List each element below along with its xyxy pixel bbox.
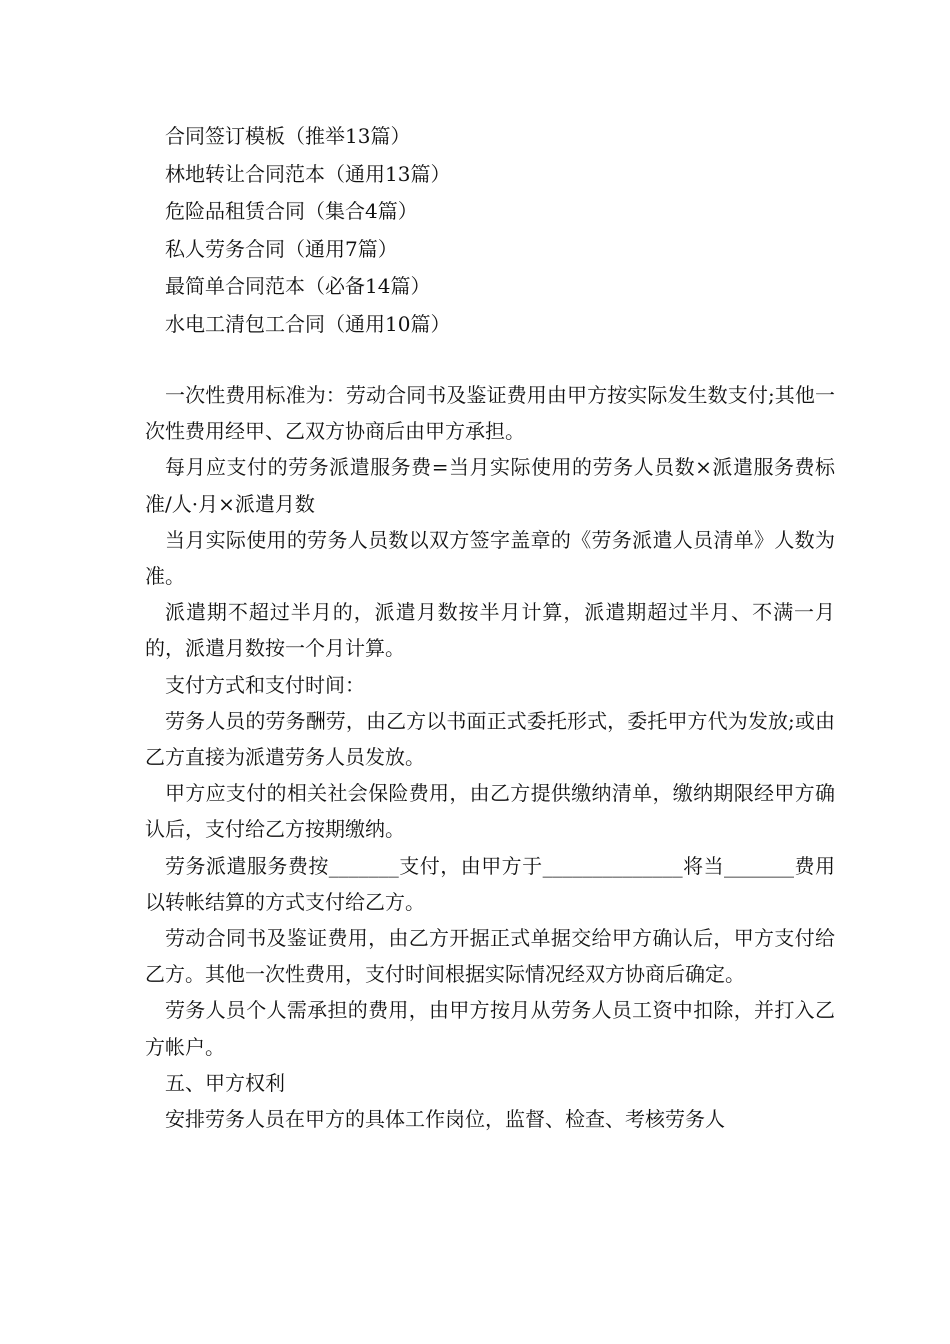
paragraph: 一次性费用标准为：劳动合同书及鉴证费用由甲方按实际发生数支付;其他一次性费用经甲、乙双方协商后由甲方承担。 — [145, 383, 835, 444]
paragraph: 劳务人员的劳务酬劳，由乙方以书面正式委托形式，委托甲方代为发放;或由乙方直接为派遣劳务人员发放。 — [145, 708, 835, 770]
paragraph: 劳务人员个人需承担的费用，由甲方按月从劳务人员工资中扣除，并打入乙方帐户。 — [145, 998, 835, 1059]
paragraph: 当月实际使用的劳务人员数以双方签字盖章的《劳务派遣人员清单》人数为准。 — [145, 527, 835, 589]
section-subheading: 支付方式和支付时间： — [165, 672, 365, 697]
paragraph: 劳动合同书及鉴证费用，由乙方开据正式单据交给甲方确认后，甲方支付给乙方。其他一次性费用，支付时间根据实际情况经双方协商后确定。 — [145, 926, 835, 987]
related-link[interactable]: 水电工清包工合同（通用10篇） — [165, 311, 451, 336]
related-links-list — [165, 118, 825, 343]
paragraph: 派遣期不超过半月的，派遣月数按半月计算，派遣期超过半月、不满一月的，派遣月数按一个月计算。 — [145, 600, 835, 661]
section-heading: 五、甲方权利 — [165, 1070, 285, 1095]
related-link[interactable]: 危险品租赁合同（集合4篇） — [165, 199, 418, 223]
paragraph: 每月应支付的劳务派遣服务费=当月实际使用的劳务人员数×派遣服务费标准/人·月×派遣月数 — [145, 455, 835, 516]
related-link[interactable]: 林地转让合同范本（通用13篇） — [165, 161, 451, 186]
related-link[interactable]: 最简单合同范本（必备14篇） — [165, 274, 431, 298]
paragraph: 安排劳务人员在甲方的具体工作岗位，监督、检查、考核劳务人 — [165, 1107, 725, 1132]
related-link[interactable]: 合同签订模板（推举13篇） — [165, 124, 411, 148]
related-link[interactable]: 私人劳务合同（通用7篇） — [165, 236, 398, 261]
paragraph: 甲方应支付的相关社会保险费用，由乙方提供缴纳清单，缴纳期限经甲方确认后，支付给乙方按期缴纳。 — [145, 781, 835, 842]
paragraph: 劳务派遣服务费按_______支付，由甲方于______________将当_______费用以转帐结算的方式支付给乙方。 — [145, 853, 835, 914]
contract-body — [145, 377, 835, 1137]
